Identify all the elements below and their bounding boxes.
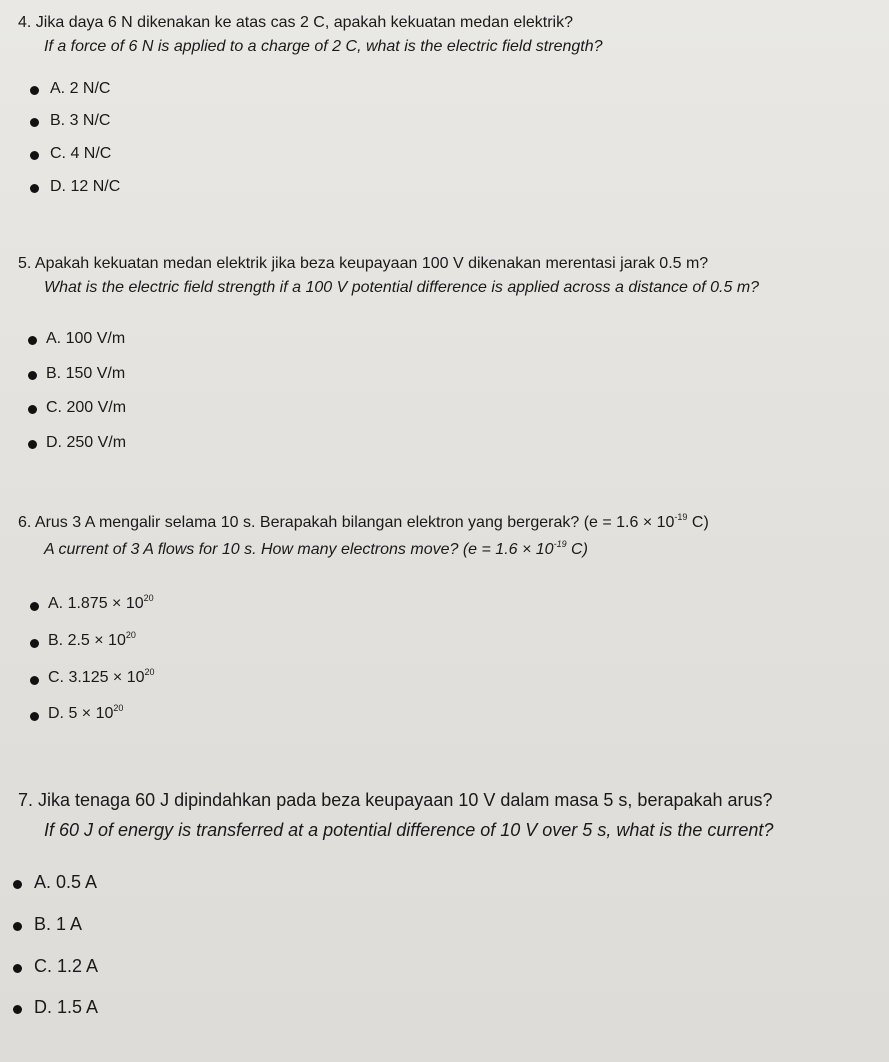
option-exponent: 20 [113, 703, 124, 713]
option-bullet [28, 440, 37, 449]
question-6-malay-exponent: -19 [674, 512, 688, 522]
question-6-malay-text [18, 514, 709, 532]
question-5-english-text: What is the electric field strength if a 100 V potential difference is applied across a distance of 0.5 m? [44, 279, 760, 296]
question-7-option-b[interactable]: B. 1 A [34, 914, 83, 934]
question-6-malay-main: 6. Arus 3 A mengalir selama 10 s. Berapakah bilangan elektron yang bergerak? (e = 1.6 × 10 [18, 514, 675, 531]
question-4-option-a[interactable]: A. 2 N/C [50, 80, 111, 97]
option-bullet [30, 151, 39, 160]
question-7-english-text: If 60 J of energy is transferred at a potential difference of 10 V over 5 s, what is the current? [44, 820, 774, 840]
option-bullet [28, 336, 37, 345]
option-text: C. 3.125 × 10 [48, 669, 145, 686]
option-exponent: 20 [144, 667, 155, 677]
option-bullet [13, 880, 22, 889]
option-text: B. 2.5 × 10 [48, 632, 126, 649]
question-6-option-d[interactable] [48, 705, 123, 723]
option-bullet [30, 118, 39, 127]
option-bullet [13, 922, 22, 931]
question-7-malay-text: 7. Jika tenaga 60 J dipindahkan pada beza keupayaan 10 V dalam masa 5 s, berapakah arus? [18, 790, 773, 810]
option-bullet [30, 639, 39, 648]
question-6-option-b[interactable] [48, 632, 136, 650]
question-6-malay-end: C) [687, 514, 709, 531]
question-5-option-a[interactable]: A. 100 V/m [46, 330, 126, 347]
question-6-english-exponent: -19 [553, 539, 567, 549]
option-bullet [30, 712, 39, 721]
question-7-option-c[interactable]: C. 1.2 A [34, 956, 99, 976]
option-text: A. 1.875 × 10 [48, 595, 144, 612]
question-5-option-b[interactable]: B. 150 V/m [46, 365, 126, 382]
question-6-option-a[interactable] [48, 595, 154, 613]
option-text: D. 5 × 10 [48, 705, 114, 722]
question-6-option-c[interactable] [48, 669, 155, 687]
option-exponent: 20 [125, 630, 136, 640]
option-bullet [30, 184, 39, 193]
question-5-option-c[interactable]: C. 200 V/m [46, 399, 127, 416]
option-bullet [28, 371, 37, 380]
question-4-malay-text: 4. Jika daya 6 N dikenakan ke atas cas 2 C, apakah kekuatan medan elektrik? [18, 14, 573, 31]
option-bullet [13, 964, 22, 973]
question-7-option-a[interactable]: A. 0.5 A [34, 872, 98, 892]
option-bullet [28, 405, 37, 414]
question-5-malay-text: 5. Apakah kekuatan medan elektrik jika beza keupayaan 100 V dikenakan merentasi jarak 0.5 m? [18, 255, 709, 272]
question-5-option-d[interactable]: D. 250 V/m [46, 434, 127, 451]
question-4-option-d[interactable]: D. 12 N/C [50, 178, 121, 195]
question-4-option-b[interactable]: B. 3 N/C [50, 112, 111, 129]
question-4-english-text: If a force of 6 N is applied to a charge of 2 C, what is the electric field strength? [44, 38, 603, 55]
option-bullet [30, 86, 39, 95]
option-bullet [30, 602, 39, 611]
question-4-option-c[interactable]: C. 4 N/C [50, 145, 112, 162]
option-bullet [30, 676, 39, 685]
question-6-english-end: C) [566, 541, 588, 558]
question-6-english-main: A current of 3 A flows for 10 s. How many electrons move? (e = 1.6 × 10 [44, 541, 554, 558]
question-6-english-text [44, 541, 588, 559]
question-7-option-d[interactable]: D. 1.5 A [34, 997, 99, 1017]
option-bullet [13, 1005, 22, 1014]
option-exponent: 20 [143, 593, 154, 603]
